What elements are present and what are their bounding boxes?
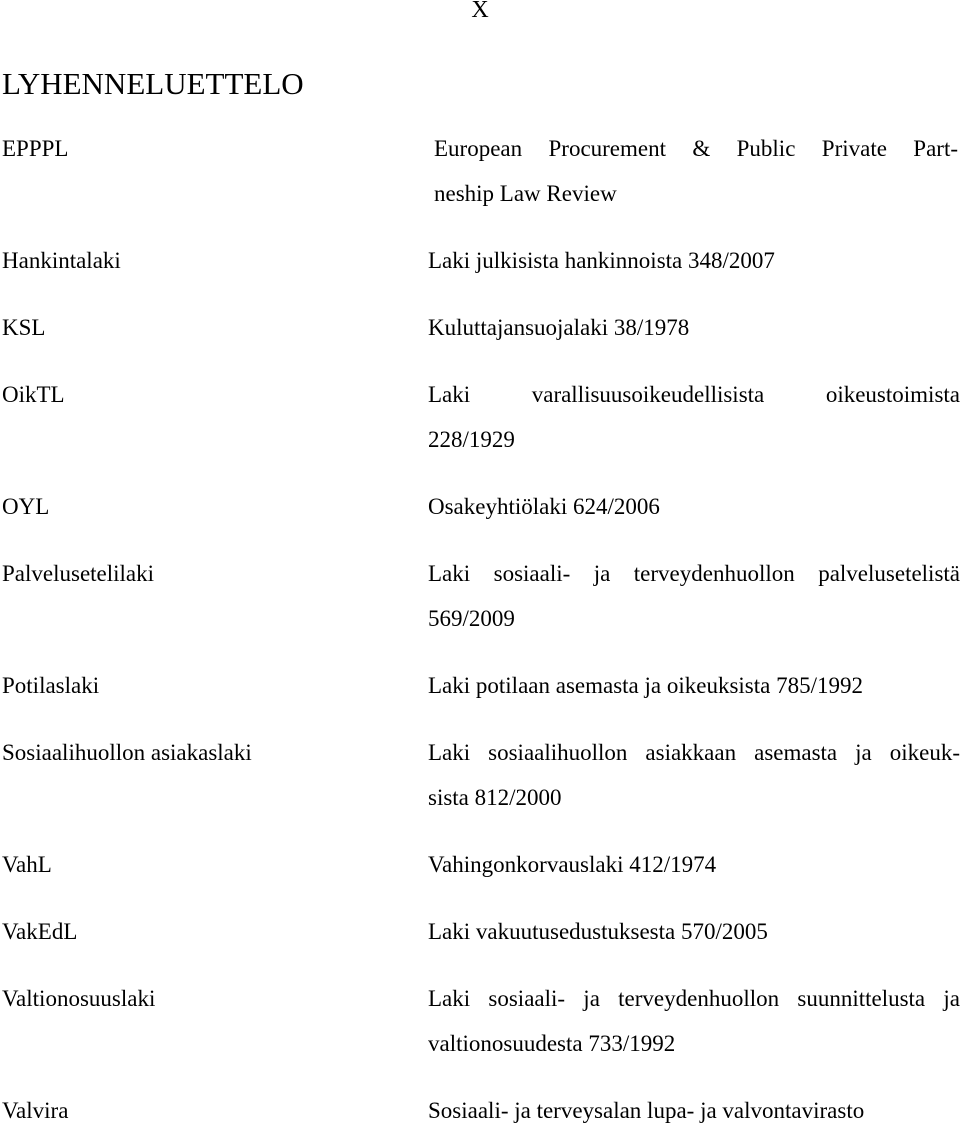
abbreviation-definition [428,238,960,283]
definition-line: sista 812/2000 [428,785,562,810]
definition-line: Laki julkisista hankinnoista 348/2007 [428,248,775,273]
abbreviation-term: KSL [2,315,46,340]
definition-line: European Procurement & Public Private Part- [434,136,958,161]
definition-line: Kuluttajansuojalaki 38/1978 [428,315,690,340]
page-title: LYHENNELUETTELO [2,66,304,101]
abbreviation-definition [428,663,960,708]
definition-line: valtionosuudesta 733/1992 [428,1031,676,1056]
abbreviation-term: Valvira [2,1098,69,1123]
definition-line: Laki varallisuusoikeudellisista oikeustoimista [428,382,960,407]
abbreviation-term: VahL [2,852,52,877]
abbreviation-definition [428,909,960,954]
abbreviation-term: Sosiaalihuollon asiakaslaki [2,740,252,765]
definition-line: Vahingonkorvauslaki 412/1974 [428,852,717,877]
abbreviation-definition [428,842,960,887]
abbreviation-definition [428,976,960,1066]
abbreviation-term: OikTL [2,382,65,407]
definition-line: Sosiaali- ja terveysalan lupa- ja valvontavirasto [428,1098,865,1123]
abbreviation-definition [434,126,958,216]
definition-line: Laki sosiaali- ja terveydenhuollon suunnittelusta ja [428,986,960,1011]
page-number: X [471,0,489,23]
abbreviation-term: Potilaslaki [2,673,100,698]
abbreviation-term: VakEdL [2,919,78,944]
definition-line: Laki sosiaalihuollon asiakkaan asemasta ja oikeuk- [428,740,960,765]
definition-line: 228/1929 [428,427,515,452]
abbreviation-definition [428,730,960,820]
abbreviation-term: Valtionosuuslaki [2,986,156,1011]
abbreviation-term: Hankintalaki [2,248,121,273]
abbreviation-definition [428,1088,960,1133]
abbreviation-term: OYL [2,494,50,519]
definition-line: Osakeyhtiölaki 624/2006 [428,494,660,519]
abbreviation-term: Palvelusetelilaki [2,561,155,586]
definition-line: Laki vakuutusedustuksesta 570/2005 [428,919,768,944]
abbreviation-definition [428,305,960,350]
definition-line: Laki potilaan asemasta ja oikeuksista 785/1992 [428,673,863,698]
abbreviation-definition [428,551,960,641]
abbreviation-definition [428,484,960,529]
definition-line: Laki sosiaali- ja terveydenhuollon palvelusetelistä [428,561,960,586]
definition-line: 569/2009 [428,606,515,631]
abbreviation-definition [428,372,960,462]
definition-line: neship Law Review [434,181,617,206]
abbreviation-term: EPPPL [2,136,69,161]
